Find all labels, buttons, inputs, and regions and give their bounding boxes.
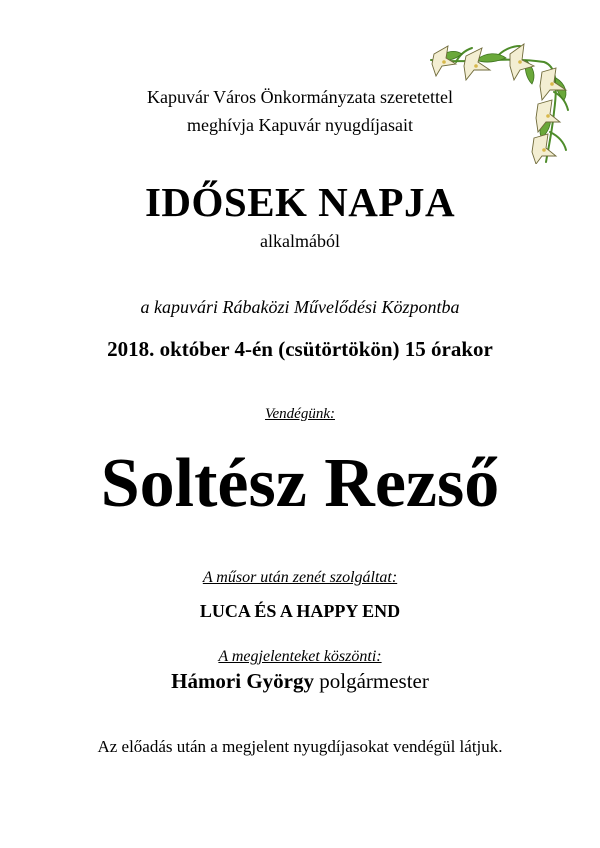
event-title: IDŐSEK NAPJA bbox=[144, 179, 456, 225]
guest-label: Vendégünk: bbox=[265, 406, 335, 422]
greeting-label: A megjelenteket köszönti: bbox=[218, 648, 382, 665]
music-label: A műsor után zenét szolgáltat: bbox=[202, 569, 398, 586]
guest-name: Soltész Rezső bbox=[100, 445, 500, 522]
greeter-name: Hámori György bbox=[171, 669, 314, 693]
closing-text: Az előadás után a megjelent nyugdíjasokat vendégül látjuk. bbox=[97, 737, 503, 756]
intro-line-2: meghívja Kapuvár nyugdíjasait bbox=[187, 115, 413, 135]
lily-floral-corner-icon bbox=[426, 42, 576, 164]
greeter-title: polgármester bbox=[319, 669, 429, 693]
venue-text: a kapuvári Rábaközi Művelődési Központba bbox=[140, 297, 460, 317]
event-datetime: 2018. október 4-én (csütörtökön) 15 órakor bbox=[107, 337, 493, 361]
intro-line-1: Kapuvár Város Önkormányzata szeretettel bbox=[146, 87, 454, 107]
band-name: LUCA ÉS A HAPPY END bbox=[199, 601, 401, 621]
occasion-text: alkalmából bbox=[260, 231, 340, 251]
greeter-line bbox=[0, 669, 600, 694]
